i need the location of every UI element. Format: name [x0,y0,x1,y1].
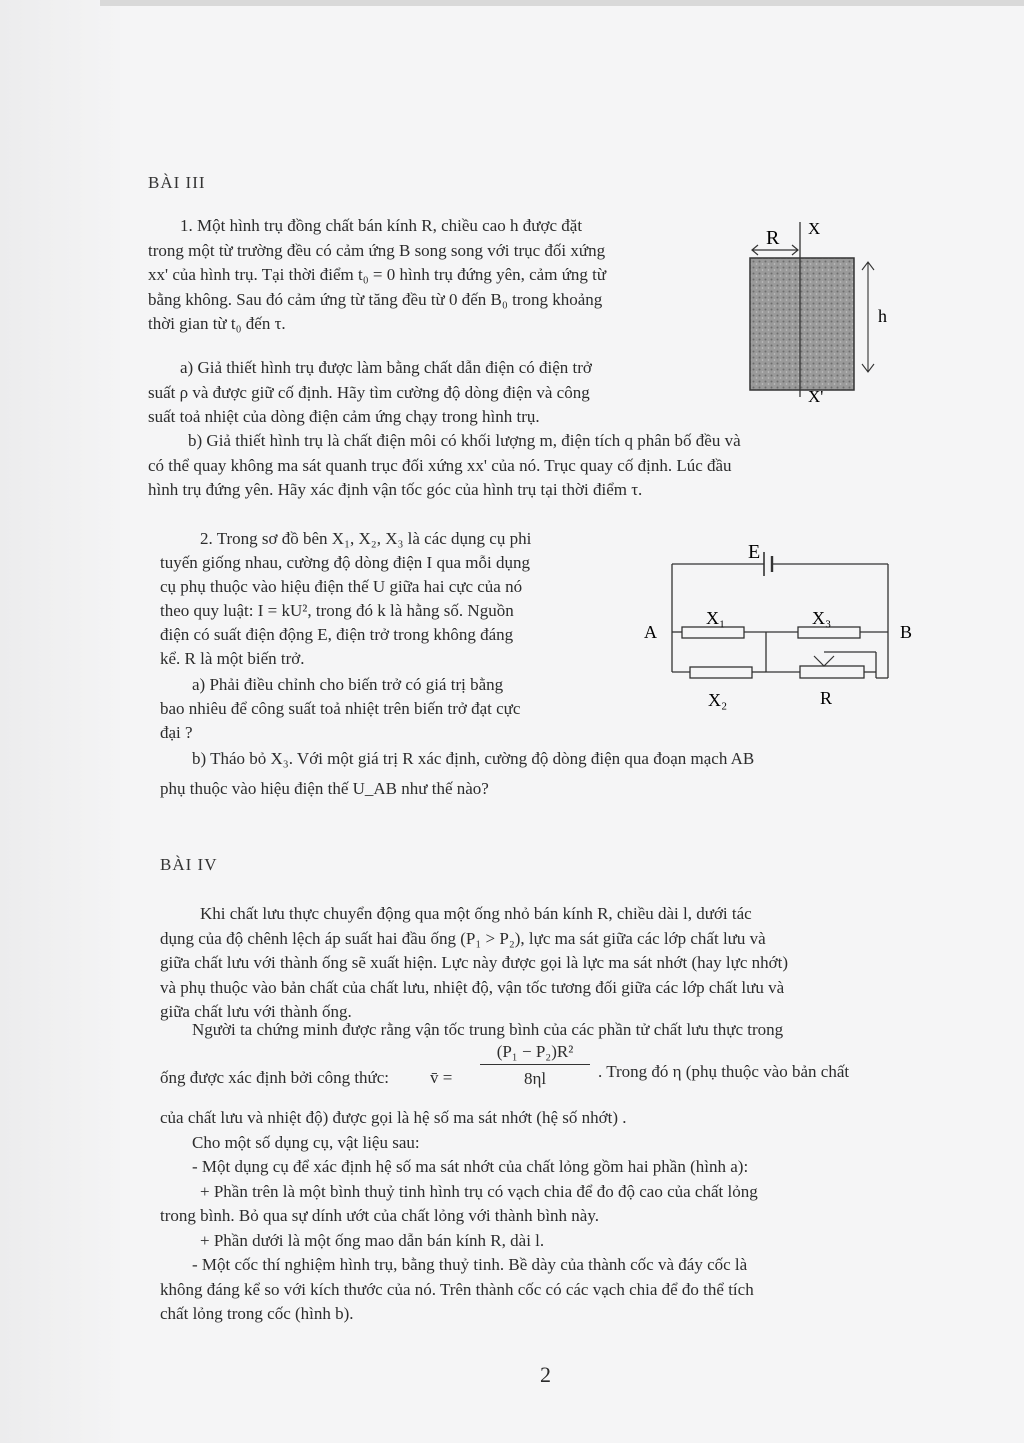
fig2-label-x3: X₃ [812,608,832,628]
bai4-tool1: - Một dụng cụ để xác định hệ số ma sát nhớt của chất lỏng gồm hai phần (hình a): [192,1157,749,1176]
bai3-p1a [148,356,736,430]
bai3-p1a-line2: suất ρ và được giữ cố định. Hãy tìm cường độ dòng điện và công [148,382,590,402]
bai3-p2-line4: theo quy luật: I = kU², trong đó k là hằng số. Nguồn [160,601,514,620]
bai4-tools [160,1106,930,1327]
fig2-label-e: E [748,541,761,563]
bai3-p2 [160,527,616,671]
fig2-r-slider [814,656,834,666]
top-edge [100,0,1024,6]
bai3-p1b-line1: b) Giả thiết hình trụ là chất điện môi có khối lượng m, điện tích q phân bố đều và [188,431,741,450]
bai4-intro-line4: và phụ thuộc vào bản chất của chất lưu, nhiệt độ, vận tốc tương đối giữa các lớp chất lưu và [160,977,785,997]
bai3-p2b-line1: b) Tháo bỏ X₃. Với một giá trị R xác định, cường độ dòng điện qua đoạn mạch AB [192,749,755,768]
page-number: 2 [540,1362,551,1387]
bai3-p2b-line2: phụ thuộc vào hiệu điện thế U_AB như thế nào? [160,779,489,798]
formula-numerator: (P₁ − P₂)R² [480,1042,590,1065]
bai4-tool1a-line1: + Phần trên là một bình thuỷ tinh hình trụ có vạch chia để đo độ cao của chất lỏng [200,1181,758,1201]
formula-lhs: v̄ = [430,1068,453,1087]
bai4-intro [160,902,930,1025]
page-fold-shadow [0,0,120,1443]
formula-prefix: ống được xác định bởi công thức: [160,1068,390,1087]
formula-fraction [480,1042,590,1089]
formula-suffix: . Trong đó η (phụ thuộc vào bản chất [598,1062,850,1081]
bai3-p2-line1: 2. Trong sơ đồ bên X₁, X₂, X₃ là các dụng cụ phi [200,529,532,548]
viscosity-formula [160,1042,930,1102]
bai4-tool2-line1: - Một cốc thí nghiệm hình trụ, bằng thuỷ tinh. Bề dày của thành cốc và đáy cốc là [192,1255,748,1274]
fig2-label-x2: X₂ [708,690,728,710]
formula-denominator: 8ηl [523,1069,547,1088]
bai4-tool1b: + Phần dưới là một ống mao dẫn bán kính R, dài l. [200,1230,545,1250]
fig2-x2 [690,667,752,678]
bai3-p2a [160,673,616,745]
bai3-heading: BÀI III [148,173,206,192]
bai3-p1b [148,429,918,503]
bai3-p2a-line1: a) Phải điều chỉnh cho biến trở có giá trị bằng [192,675,504,694]
bai3-p1a-line3: suất toả nhiệt của dòng điện cảm ứng chạy trong hình trụ. [148,407,540,426]
bai4-tools-intro: Cho một số dụng cụ, vật liệu sau: [192,1132,420,1152]
fig2-label-x1: X₁ [706,608,726,628]
cylinder-figure [740,212,920,412]
bai4-tool1a-line2: trong bình. Bỏ qua sự dính ướt của chất lỏng với thành bình này. [160,1206,599,1225]
bai4-intro-line5: giữa chất lưu với thành ống. [160,1002,352,1021]
bai3-p1-line5: thời gian từ t₀ đến τ. [148,314,286,333]
bai3-p2-line5: điện có suất điện động E, điện trở trong không đáng [160,625,514,644]
bai4-tool2-line3: chất lỏng trong cốc (hình b). [160,1304,354,1323]
bai3-p2a-line2: bao nhiêu để công suất toả nhiệt trên biến trở đạt cực [160,699,521,718]
bai3-p1-line2: trong một từ trường đều có cảm ứng B song song với trục đối xứng [148,240,606,260]
bai4-after-formula: của chất lưu và nhiệt độ) được gọi là hệ số ma sát nhớt (hệ số nhớt) . [160,1108,627,1127]
bai3-p1b-line2: có thể quay không ma sát quanh trục đối xứng xx' của nó. Trục quay cố định. Lúc đầu [148,455,732,475]
fig1-label-h: h [878,306,887,326]
fig2-x3 [798,627,860,638]
fig2-label-r: R [820,688,833,708]
bai4-heading: BÀI IV [160,855,218,874]
fig2-x1 [682,627,744,638]
bai3-p1a-line1: a) Giả thiết hình trụ được làm bằng chất dẫn điện có điện trở [180,358,592,377]
fig1-label-x2: X' [808,387,824,406]
circuit-figure [636,530,926,720]
bai4-tool2-line2: không đáng kể so với kích thước của nó. Trên thành cốc có các vạch chia để đo thể tích [160,1279,754,1299]
bai4-proof-line: Người ta chứng minh được rằng vận tốc trung bình của các phần tử chất lưu thực trong [192,1020,784,1039]
bai3-p2-line3: cụ phụ thuộc vào hiệu điện thế U giữa hai cực của nó [160,577,523,596]
fig2-label-b: B [900,622,913,642]
bai3-p1-line4: bằng không. Sau đó cảm ứng từ tăng đều từ 0 đến B₀ trong khoảng [148,289,603,309]
fig2-r [800,666,864,678]
bai3-p1-line3: xx' của hình trụ. Tại thời điểm t₀ = 0 hình trụ đứng yên, cảm ứng từ [148,265,607,284]
bai4-intro-line3: giữa chất lưu với thành ống sẽ xuất hiện. Lực này được gọi là lực ma sát nhớt (hay lực nhớt) [160,953,789,972]
bai3-p2a-line3: đại ? [160,723,193,742]
bai3-p2-line6: kể. R là một biến trở. [160,649,305,668]
bai3-p1b-line3: hình trụ đứng yên. Hãy xác định vận tốc góc của hình trụ tại thời điểm τ. [148,480,643,499]
bai3-p1 [148,214,736,337]
bai3-p2-line2: tuyến giống nhau, cường độ dòng điện I qua mỗi dụng [160,553,530,572]
fig1-label-r: R [766,227,780,249]
fig2-label-a: A [644,622,657,642]
bai3-p2b [160,744,930,804]
bai4-intro-line1: Khi chất lưu thực chuyển động qua một ống nhỏ bán kính R, chiều dài l, dưới tác [200,904,752,923]
fig1-label-x: X [808,219,821,238]
bai4-intro-line2: dụng của độ chênh lệch áp suất hai đầu ống (P₁ > P₂), lực ma sát giữa các lớp chất lưu và [160,928,766,948]
fig1-cylinder [750,258,854,390]
bai3-p1-line1: 1. Một hình trụ đồng chất bán kính R, chiều cao h được đặt [180,216,583,235]
